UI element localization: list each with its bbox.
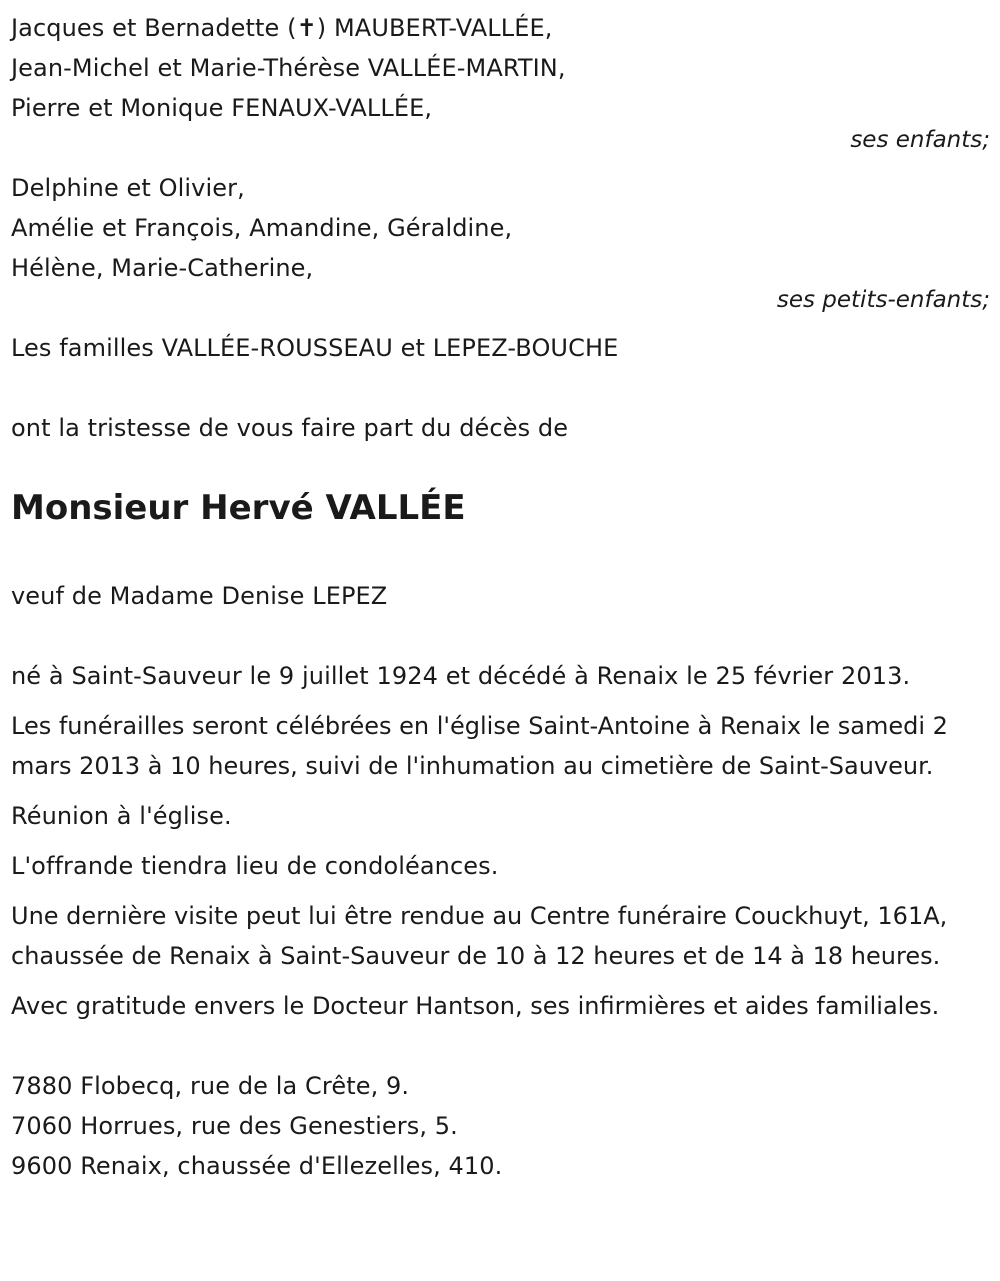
children-line-3: Pierre et Monique FENAUX-VALLÉE, — [11, 94, 433, 122]
deceased-name: Monsieur Hervé VALLÉE — [11, 488, 466, 528]
children-line-2: Jean-Michel et Marie-Thérèse VALLÉE-MARTIN, — [11, 54, 566, 82]
address-line-1: 7880 Flobecq, rue de la Crête, 9. — [11, 1072, 410, 1100]
address-line-3: 9600 Renaix, chaussée d'Ellezelles, 410. — [11, 1152, 503, 1180]
children-line-1: Jacques et Bernadette (✝) MAUBERT-VALLÉE, — [11, 14, 553, 42]
families-line: Les familles VALLÉE-ROUSSEAU et LEPEZ-BOUCHE — [11, 334, 619, 362]
gratitude-paragraph: Avec gratitude envers le Docteur Hantson, ses infirmières et aides familiales. — [11, 992, 940, 1020]
grandchildren-block — [11, 168, 991, 312]
obituary-notice — [11, 8, 991, 1186]
announcement-line: ont la tristesse de vous faire part du décès de — [11, 414, 569, 442]
address-line-2: 7060 Horrues, rue des Genestiers, 5. — [11, 1112, 458, 1140]
addresses-block — [11, 1066, 991, 1186]
birth-death-line: né à Saint-Sauveur le 9 juillet 1924 et décédé à Renaix le 25 février 2013. — [11, 662, 911, 690]
last-visit-paragraph: Une dernière visite peut lui être rendue au Centre funéraire Couckhuyt, 161A, chaussée de Renaix à Saint-Sauveur de 10 à 12 heures et de 14 à 18 heures. — [11, 902, 948, 970]
meeting-line: Réunion à l'église. — [11, 802, 232, 830]
offering-line: L'offrande tiendra lieu de condoléances. — [11, 852, 499, 880]
children-label: ses enfants; — [850, 127, 990, 153]
grandchildren-line-1: Delphine et Olivier, — [11, 174, 245, 202]
children-block — [11, 8, 991, 152]
grandchildren-label: ses petits-enfants; — [776, 287, 990, 313]
grandchildren-line-3: Hélène, Marie-Catherine, — [11, 254, 314, 282]
widower-line: veuf de Madame Denise LEPEZ — [11, 582, 388, 610]
funeral-paragraph: Les funérailles seront célébrées en l'église Saint-Antoine à Renaix le samedi 2 mars 2013 à 10 heures, suivi de l'inhumation au cimetière de Saint-Sauveur. — [11, 712, 948, 780]
grandchildren-line-2: Amélie et François, Amandine, Géraldine, — [11, 214, 513, 242]
